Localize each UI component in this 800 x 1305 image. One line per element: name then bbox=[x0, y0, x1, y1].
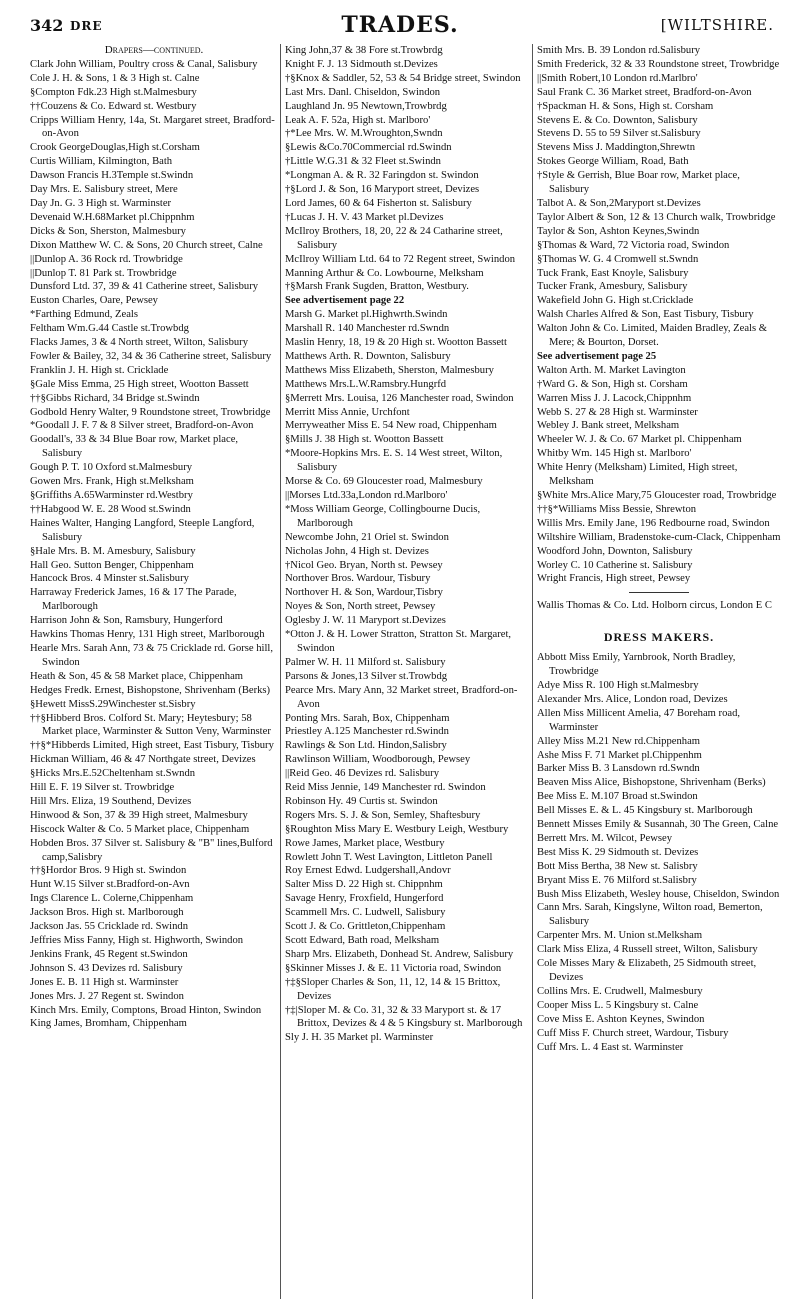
directory-entry: Rowlett John T. West Lavington, Littleton Panell bbox=[285, 851, 493, 863]
directory-entry: Walton John & Co. Limited, Maiden Bradley, Zeals & Mere; & Bourton, Dorset. bbox=[537, 323, 768, 349]
directory-entry: †‡§Sloper Charles & Son, 11, 12, 14 & 15 Brittox, Devizes bbox=[285, 976, 501, 1002]
directory-entry: Euston Charles, Oare, Pewsey bbox=[30, 295, 158, 307]
directory-entry: Heath & Son, 45 & 58 Market place, Chippenham bbox=[30, 670, 244, 682]
directory-entry: Rogers Mrs. S. J. & Son, Semley, Shaftesbury bbox=[285, 809, 481, 821]
directory-entry: Crook GeorgeDouglas,High st.Corsham bbox=[30, 142, 200, 154]
directory-entry: Hawkins Thomas Henry, 131 High street, Marlborough bbox=[30, 629, 265, 641]
directory-entry: Bee Miss E. M.107 Broad st.Swindon bbox=[537, 791, 698, 803]
directory-entry: Bennett Misses Emily & Susannah, 30 The Green, Calne bbox=[537, 819, 779, 831]
directory-entry: §Hale Mrs. B. M. Amesbury, Salisbury bbox=[30, 545, 196, 557]
page-title: TRADES. bbox=[341, 12, 459, 38]
directory-entry: Woodford John, Downton, Salisbury bbox=[537, 545, 693, 557]
directory-entry: Maslin Henry, 18, 19 & 20 High st. Wootton Bassett bbox=[285, 337, 507, 349]
page-header bbox=[0, 0, 800, 40]
column-2-list-b bbox=[285, 308, 533, 1045]
directory-entry: ††Habgood W. E. 28 Wood st.Swindn bbox=[30, 503, 191, 515]
directory-entry: Godbold Henry Walter, 9 Roundstone street, Trowbridge bbox=[30, 406, 271, 418]
directory-entry: Jackson Jas. 55 Cricklade rd. Swindn bbox=[30, 921, 189, 933]
directory-entry: ||Smith Robert,10 London rd.Marlbro' bbox=[537, 72, 698, 84]
directory-entry: Hill E. F. 19 Silver st. Trowbridge bbox=[30, 782, 175, 794]
directory-entry: Webley J. Bank street, Melksham bbox=[537, 420, 680, 432]
directory-entry: Stokes George William, Road, Bath bbox=[537, 156, 689, 168]
directory-entry: Ponting Mrs. Sarah, Box, Chippenham bbox=[285, 712, 450, 724]
directory-entry: Cripps William Henry, 14a, St. Margaret street, Bradford-on-Avon bbox=[30, 114, 275, 140]
directory-entry: ||Reid Geo. 46 Devizes rd. Salisbury bbox=[285, 768, 439, 780]
directory-entry: Clark John William, Poultry cross & Canal, Salisbury bbox=[30, 58, 258, 70]
directory-entry: Dunsford Ltd. 37, 39 & 41 Catherine street, Salisbury bbox=[30, 281, 259, 293]
directory-entry: Carpenter Mrs. M. Union st.Melksham bbox=[537, 930, 703, 942]
advertisement-note: See advertisement page 25 bbox=[537, 350, 657, 362]
directory-entry: Willis Mrs. Emily Jane, 196 Redbourne road, Swindon bbox=[537, 517, 770, 529]
directory-entry: Taylor Albert & Son, 12 & 13 Church walk, Trowbridge bbox=[537, 211, 776, 223]
column-1 bbox=[30, 44, 278, 1299]
directory-entry: Dicks & Son, Sherston, Malmesbury bbox=[30, 225, 186, 237]
directory-entry: Hickman William, 46 & 47 Northgate street, Devizes bbox=[30, 754, 256, 766]
directory-entry: Walsh Charles Alfred & Son, East Tisbury, Tisbury bbox=[537, 309, 754, 321]
directory-entry: Franklin J. H. High st. Cricklade bbox=[30, 364, 169, 376]
directory-entry: Rawlings & Son Ltd. Hindon,Salisbry bbox=[285, 740, 447, 752]
directory-entry: Noyes & Son, North street, Pewsey bbox=[285, 601, 436, 613]
directory-entry: Feltham Wm.G.44 Castle st.Trowbdg bbox=[30, 323, 189, 335]
directory-entry: Roy Ernest Edwd. Ludgershall,Andovr bbox=[285, 865, 451, 877]
directory-entry: §Merrett Mrs. Louisa, 126 Manchester road, Swindon bbox=[285, 392, 514, 404]
directory-entry: Cuff Mrs. L. 4 East st. Warminster bbox=[537, 1041, 684, 1053]
directory-entry: §Thomas W. G. 4 Cromwell st.Swndn bbox=[537, 253, 699, 265]
directory-entry: Lord James, 60 & 64 Fisherton st. Salisbury bbox=[285, 197, 472, 209]
directory-entry: Scott Edward, Bath road, Melksham bbox=[285, 935, 440, 946]
directory-entry: ||Dunlop A. 36 Rock rd. Trowbridge bbox=[30, 253, 183, 265]
continued-heading: Drapers—continued. bbox=[104, 44, 204, 56]
directory-entry: Salter Miss D. 22 High st. Chippnhm bbox=[285, 879, 443, 891]
directory-entry: Kinch Mrs. Emily, Comptons, Broad Hinton, Swindon bbox=[30, 1004, 262, 1016]
directory-entry: Worley C. 10 Catherine st. Salisbury bbox=[537, 559, 693, 571]
running-head: DRE bbox=[70, 19, 103, 33]
directory-entry: Last Mrs. Danl. Chiseldon, Swindon bbox=[285, 86, 441, 98]
directory-entry: Cole Misses Mary & Elizabeth, 25 Sidmouth street, Devizes bbox=[537, 958, 757, 983]
directory-entry: †§Lord J. & Son, 16 Maryport street, Devizes bbox=[285, 184, 480, 196]
directory-entry: §Thomas & Ward, 72 Victoria road, Swindon bbox=[537, 239, 730, 251]
directory-entry: Wakefield John G. High st.Cricklade bbox=[537, 295, 694, 307]
directory-entry: *Goodall J. F. 7 & 8 Silver street, Bradford-on-Avon bbox=[30, 420, 254, 432]
directory-entry: Sharp Mrs. Elizabeth, Donhead St. Andrew, Salisbury bbox=[285, 948, 514, 960]
directory-entry: §Griffiths A.65Warminster rd.Westbry bbox=[30, 490, 193, 501]
directory-entry: Ings Clarence L. Colerne,Chippenham bbox=[30, 893, 194, 905]
directory-entry: Jenkins Frank, 45 Regent st.Swindon bbox=[30, 948, 188, 960]
directory-entry: White Henry (Melksham) Limited, High street, Melksham bbox=[537, 462, 738, 488]
directory-entry: Rawlinson William, Woodborough, Pewsey bbox=[285, 754, 471, 766]
directory-entry: §Gale Miss Emma, 25 High street, Wootton Bassett bbox=[30, 378, 249, 390]
directory-entry: Bryant Miss E. 76 Milford st.Salisbry bbox=[537, 874, 697, 886]
directory-entry: †§Marsh Frank Sugden, Bratton, Westbury. bbox=[285, 281, 469, 293]
directory-entry: Stevens D. 55 to 59 Silver st.Salisbury bbox=[537, 128, 701, 140]
directory-entry: ††§Gibbs Richard, 34 Bridge st.Swindn bbox=[30, 392, 200, 404]
directory-entry: Bott Miss Bertha, 38 New st. Salisbry bbox=[537, 860, 698, 872]
directory-entry: Barker Miss B. 3 Lansdown rd.Swndn bbox=[537, 763, 700, 775]
directory-entry: Hedges Fredk. Ernest, Bishopstone, Shrivenham (Berks) bbox=[30, 684, 271, 696]
directory-entry: Jones E. B. 11 High st. Warminster bbox=[30, 976, 179, 988]
directory-entry: ||Dunlop T. 81 Park st. Trowbridge bbox=[30, 267, 177, 279]
directory-entry: Webb S. 27 & 28 High st. Warminster bbox=[537, 406, 698, 418]
directory-entry: †Nicol Geo. Bryan, North st. Pewsey bbox=[285, 559, 443, 571]
directory-entry: §Compton Fdk.23 High st.Malmesbury bbox=[30, 86, 197, 98]
directory-entry: Newcombe John, 21 Oriel st. Swindon bbox=[285, 531, 449, 543]
column-2 bbox=[280, 44, 533, 1299]
directory-entry: Devenaid W.H.68Market pl.Chippnhm bbox=[30, 211, 195, 223]
directory-entry: *Longman A. & R. 32 Faringdon st. Swindon bbox=[285, 170, 479, 182]
directory-entry: †‡|Sloper M. & Co. 31, 32 & 33 Maryport st. & 17 Brittox, Devizes & 4 & 5 Kingsbury st. Marlborough bbox=[285, 1004, 523, 1030]
column-3-list-d bbox=[537, 651, 781, 1054]
directory-entry: Oglesby J. W. 11 Maryport st.Devizes bbox=[285, 615, 446, 627]
directory-entry: Adye Miss R. 100 High st.Malmesbry bbox=[537, 679, 699, 691]
directory-entry: †Lucas J. H. V. 43 Market pl.Devizes bbox=[285, 211, 444, 223]
directory-entry: ††§Hordor Bros. 9 High st. Swindon bbox=[30, 865, 187, 877]
directory-entry: Savage Henry, Froxfield, Hungerford bbox=[285, 893, 444, 905]
directory-entry: ††§Hibberd Bros. Colford St. Mary; Heytesbury; 58 Market place, Warminster & Sutton Veny, Warminster bbox=[30, 712, 271, 738]
directory-entry: Hill Mrs. Eliza, 19 Southend, Devizes bbox=[30, 795, 192, 807]
directory-entry: §Hewett MissS.29Winchester st.Sisbry bbox=[30, 698, 196, 710]
directory-entry: Matthews Mrs.L.W.Ramsbry.Hungrfd bbox=[285, 378, 447, 390]
directory-entry: *Moss William George, Collingbourne Ducis, Marlborough bbox=[285, 503, 481, 529]
directory-entry: §Roughton Miss Mary E. Westbury Leigh, Westbury bbox=[285, 823, 509, 835]
directory-entry: Tucker Frank, Amesbury, Salisbury bbox=[537, 281, 688, 293]
directory-entry: Wiltshire William, Bradenstoke-cum-Clack, Chippenham bbox=[537, 531, 781, 543]
directory-entry: Gowen Mrs. Frank, High st.Melksham bbox=[30, 476, 194, 488]
directory-entry: ††Couzens & Co. Edward st. Westbury bbox=[30, 100, 197, 112]
column-1-list bbox=[30, 58, 278, 1031]
directory-entry: Manning Arthur & Co. Lowbourne, Melksham bbox=[285, 267, 484, 279]
directory-entry: Palmer W. H. 11 Milford st. Salisbury bbox=[285, 656, 446, 668]
directory-entry: *Moore-Hopkins Mrs. E. S. 14 West street, Wilton, Salisbury bbox=[285, 448, 503, 474]
directory-entry: §Hicks Mrs.E.52Cheltenham st.Swndn bbox=[30, 768, 196, 780]
directory-entry: Reid Miss Jennie, 149 Manchester rd. Swindon bbox=[285, 782, 486, 794]
directory-entry: Abbott Miss Emily, Yarnbrook, North Bradley, Trowbridge bbox=[537, 652, 736, 678]
directory-entry: *Farthing Edmund, Zeals bbox=[30, 309, 138, 321]
directory-entry: Alley Miss M.21 New rd.Chippenham bbox=[537, 735, 701, 747]
directory-entry: Knight F. J. 13 Sidmouth st.Devizes bbox=[285, 58, 438, 70]
county-heading: [WILTSHIRE. bbox=[660, 16, 774, 34]
directory-entry: Bush Miss Elizabeth, Wesley house, Chiseldon, Swindon bbox=[537, 888, 780, 900]
directory-entry: Allen Miss Millicent Amelia, 47 Boreham road, Warminster bbox=[537, 707, 741, 733]
directory-entry: Goodall's, 33 & 34 Blue Boar row, Market place, Salisbury bbox=[30, 434, 239, 460]
directory-entry: Marsh G. Market pl.Highwrth.Swindn bbox=[285, 309, 448, 321]
directory-entry: Hiscock Walter & Co. 5 Market place, Chippenham bbox=[30, 823, 250, 835]
directory-entry: Clark Miss Eliza, 4 Russell street, Wilton, Salisbury bbox=[537, 944, 758, 956]
directory-entry: McIlroy Brothers, 18, 20, 22 & 24 Catharine street, Salisbury bbox=[285, 225, 503, 251]
divider bbox=[629, 592, 689, 593]
directory-entry: Berrett Mrs. M. Wilcot, Pewsey bbox=[537, 832, 673, 844]
directory-entry: §White Mrs.Alice Mary,75 Gloucester road, Trowbridge bbox=[537, 490, 777, 501]
directory-entry: Whitby Wm. 145 High st. Marlboro' bbox=[537, 448, 692, 460]
column-3 bbox=[532, 44, 781, 1299]
directory-entry: Robinson Hy. 49 Curtis st. Swindon bbox=[285, 795, 438, 807]
directory-entry: †§Knox & Saddler, 52, 53 & 54 Bridge street, Swindon bbox=[285, 72, 521, 84]
directory-entry: Stevens Miss J. Maddington,Shrewtn bbox=[537, 142, 696, 154]
directory-entry: Pearce Mrs. Mary Ann, 32 Market street, Bradford-on-Avon bbox=[285, 684, 518, 710]
column-3-list-c bbox=[537, 599, 781, 613]
directory-entry: Matthews Arth. R. Downton, Salisbury bbox=[285, 350, 451, 362]
directory-entry: Tuck Frank, East Knoyle, Salisbury bbox=[537, 267, 689, 279]
directory-entry: †Style & Gerrish, Blue Boar row, Market place, Salisbury bbox=[537, 170, 740, 196]
directory-entry: Sly J. H. 35 Market pl. Warminster bbox=[285, 1032, 434, 1044]
directory-entry: Wallis Thomas & Co. Ltd. Holborn circus, London E C bbox=[537, 600, 772, 612]
directory-entry: Haines Walter, Hanging Langford, Steeple Langford, Salisbury bbox=[30, 517, 255, 543]
directory-entry: Harraway Frederick James, 16 & 17 The Parade, Marlborough bbox=[30, 587, 237, 613]
directory-entry: §Lewis &Co.70Commercial rd.Swindn bbox=[285, 142, 452, 154]
directory-entry: Day Jn. G. 3 High st. Warminster bbox=[30, 197, 172, 209]
directory-entry: Wheeler W. J. & Co. 67 Market pl. Chippenham bbox=[537, 434, 742, 446]
directory-entry: †Spackman H. & Sons, High st. Corsham bbox=[537, 100, 714, 112]
directory-entry: Collins Mrs. E. Crudwell, Malmesbury bbox=[537, 985, 703, 997]
directory-entry: Hall Geo. Sutton Benger, Chippenham bbox=[30, 559, 194, 571]
directory-entry: Scott J. & Co. Grittleton,Chippenham bbox=[285, 921, 446, 933]
directory-entry: Walton Arth. M. Market Lavington bbox=[537, 364, 686, 376]
directory-entry: Cove Miss E. Ashton Keynes, Swindon bbox=[537, 1013, 705, 1025]
directory-entry: Saul Frank C. 36 Market street, Bradford-on-Avon bbox=[537, 86, 752, 98]
directory-entry: King James, Bromham, Chippenham bbox=[30, 1018, 187, 1030]
directory-entry: Warren Miss J. J. Lacock,Chippnhm bbox=[537, 392, 692, 404]
directory-entry: Cann Mrs. Sarah, Kingslyne, Wilton road, Bemerton, Salisbury bbox=[537, 902, 763, 928]
directory-entry: Nicholas John, 4 High st. Devizes bbox=[285, 545, 429, 557]
directory-entry: Hobden Bros. 37 Silver st. Salisbury & "B" lines,Bulford camp,Salisbry bbox=[30, 837, 273, 863]
directory-entry: Bell Misses E. & L. 45 Kingsbury st. Marlborough bbox=[537, 805, 753, 817]
directory-entry: Talbot A. & Son,2Maryport st.Devizes bbox=[537, 197, 701, 209]
directory-entry: Taylor & Son, Ashton Keynes,Swindn bbox=[537, 225, 700, 237]
directory-entry: Dawson Francis H.3Temple st.Swindn bbox=[30, 170, 194, 182]
directory-entry: Jackson Bros. High st. Marlborough bbox=[30, 907, 184, 919]
directory-entry: Hunt W.15 Silver st.Bradford-on-Avn bbox=[30, 879, 190, 891]
directory-entry: Cole J. H. & Sons, 1 & 3 High st. Calne bbox=[30, 72, 200, 84]
directory-entry: Northover H. & Son, Wardour,Tisbry bbox=[285, 587, 443, 599]
directory-entry: Cuff Miss F. Church street, Wardour, Tisbury bbox=[537, 1027, 729, 1039]
directory-entry: †Little W.G.31 & 32 Fleet st.Swindn bbox=[285, 156, 441, 168]
directory-entry: Day Mrs. E. Salisbury street, Mere bbox=[30, 184, 178, 196]
directory-entry: Merritt Miss Annie, Urchfont bbox=[285, 406, 410, 418]
directory-entry: Jeffries Miss Fanny, High st. Highworth, Swindon bbox=[30, 935, 244, 946]
directory-entry: Fowler & Bailey, 32, 34 & 36 Catherine street, Salisbury bbox=[30, 350, 272, 362]
directory-entry: Gough P. T. 10 Oxford st.Malmesbury bbox=[30, 462, 193, 474]
directory-entry: Alexander Mrs. Alice, London road, Devizes bbox=[537, 693, 728, 705]
directory-entry: *Otton J. & H. Lower Stratton, Stratton St. Margaret, Swindon bbox=[285, 629, 512, 654]
directory-entry: Flacks James, 3 & 4 North street, Wilton, Salisbury bbox=[30, 337, 248, 349]
directory-entry: Parsons & Jones,13 Silver st.Trowbdg bbox=[285, 670, 448, 682]
column-3-list bbox=[537, 44, 781, 350]
directory-entry: Matthews Miss Elizabeth, Sherston, Malmesbury bbox=[285, 364, 494, 376]
directory-entry: Cooper Miss L. 5 Kingsbury st. Calne bbox=[537, 999, 699, 1011]
directory-entry: McIlroy William Ltd. 64 to 72 Regent street, Swindon bbox=[285, 253, 516, 265]
directory-entry: Leak A. F. 52a, High st. Marlboro' bbox=[285, 114, 431, 126]
section-heading: DRESS MAKERS. bbox=[603, 630, 715, 645]
directory-entry: Rowe James, Market place, Westbury bbox=[285, 837, 445, 849]
directory-entry: Hancock Bros. 4 Minster st.Salisbury bbox=[30, 573, 189, 585]
directory-entry: Scammell Mrs. C. Ludwell, Salisbury bbox=[285, 907, 446, 919]
directory-entry: §Skinner Misses J. & E. 11 Victoria road, Swindon bbox=[285, 962, 502, 974]
directory-entry: Best Miss K. 29 Sidmouth st. Devizes bbox=[537, 846, 699, 858]
directory-entry: Smith Frederick, 32 & 33 Roundstone street, Trowbridge bbox=[537, 58, 780, 70]
directory-entry: King John,37 & 38 Fore st.Trowbrdg bbox=[285, 45, 443, 56]
directory-entry: Hearle Mrs. Sarah Ann, 73 & 75 Cricklade rd. Gorse hill, Swindon bbox=[30, 642, 274, 668]
directory-entry: ††§*Williams Miss Bessie, Shrewton bbox=[537, 503, 697, 515]
directory-entry: Stevens E. & Co. Downton, Salisbury bbox=[537, 114, 698, 126]
directory-entry: Curtis William, Kilmington, Bath bbox=[30, 156, 173, 168]
directory-entry: Dixon Matthew W. C. & Sons, 20 Church street, Calne bbox=[30, 239, 263, 251]
directory-entry: †Ward G. & Son, High st. Corsham bbox=[537, 378, 688, 390]
directory-entry: Merryweather Miss E. 54 New road, Chippenham bbox=[285, 420, 497, 432]
directory-entry: Morse & Co. 69 Gloucester road, Malmesbury bbox=[285, 476, 483, 488]
page-number: 342 bbox=[30, 16, 64, 35]
directory-entry: Smith Mrs. B. 39 London rd.Salisbury bbox=[537, 45, 701, 56]
directory-entry: Jones Mrs. J. 27 Regent st. Swindon bbox=[30, 990, 184, 1002]
advertisement-note: See advertisement page 22 bbox=[285, 295, 405, 307]
directory-entry: †*Lee Mrs. W. M.Wroughton,Swndn bbox=[285, 128, 443, 140]
directory-entry: Northover Bros. Wardour, Tisbury bbox=[285, 573, 431, 585]
directory-entry: Hinwood & Son, 37 & 39 High street, Malmesbury bbox=[30, 809, 248, 821]
column-3-list-b bbox=[537, 364, 781, 587]
column-2-list bbox=[285, 44, 533, 294]
directory-entry: Ashe Miss F. 71 Market pl.Chippenhm bbox=[537, 749, 702, 761]
directory-entry: ††§*Hibberds Limited, High street, East Tisbury, Tisbury bbox=[30, 740, 274, 752]
directory-entry: Beaven Miss Alice, Bishopstone, Shrivenham (Berks) bbox=[537, 777, 766, 789]
directory-entry: Wright Francis, High street, Pewsey bbox=[537, 573, 691, 585]
directory-entry: Priestley A.125 Manchester rd.Swindn bbox=[285, 726, 449, 738]
directory-entry: §Mills J. 38 High st. Wootton Bassett bbox=[285, 434, 444, 446]
directory-entry: ||Morses Ltd.33a,London rd.Marlboro' bbox=[285, 490, 448, 501]
directory-entry: Marshall R. 140 Manchester rd.Swndn bbox=[285, 323, 450, 335]
directory-entry: Laughland Jn. 95 Newtown,Trowbrdg bbox=[285, 100, 447, 112]
directory-entry: Harrison John & Son, Ramsbury, Hungerford bbox=[30, 615, 223, 627]
directory-entry: Johnson S. 43 Devizes rd. Salisbury bbox=[30, 962, 183, 974]
